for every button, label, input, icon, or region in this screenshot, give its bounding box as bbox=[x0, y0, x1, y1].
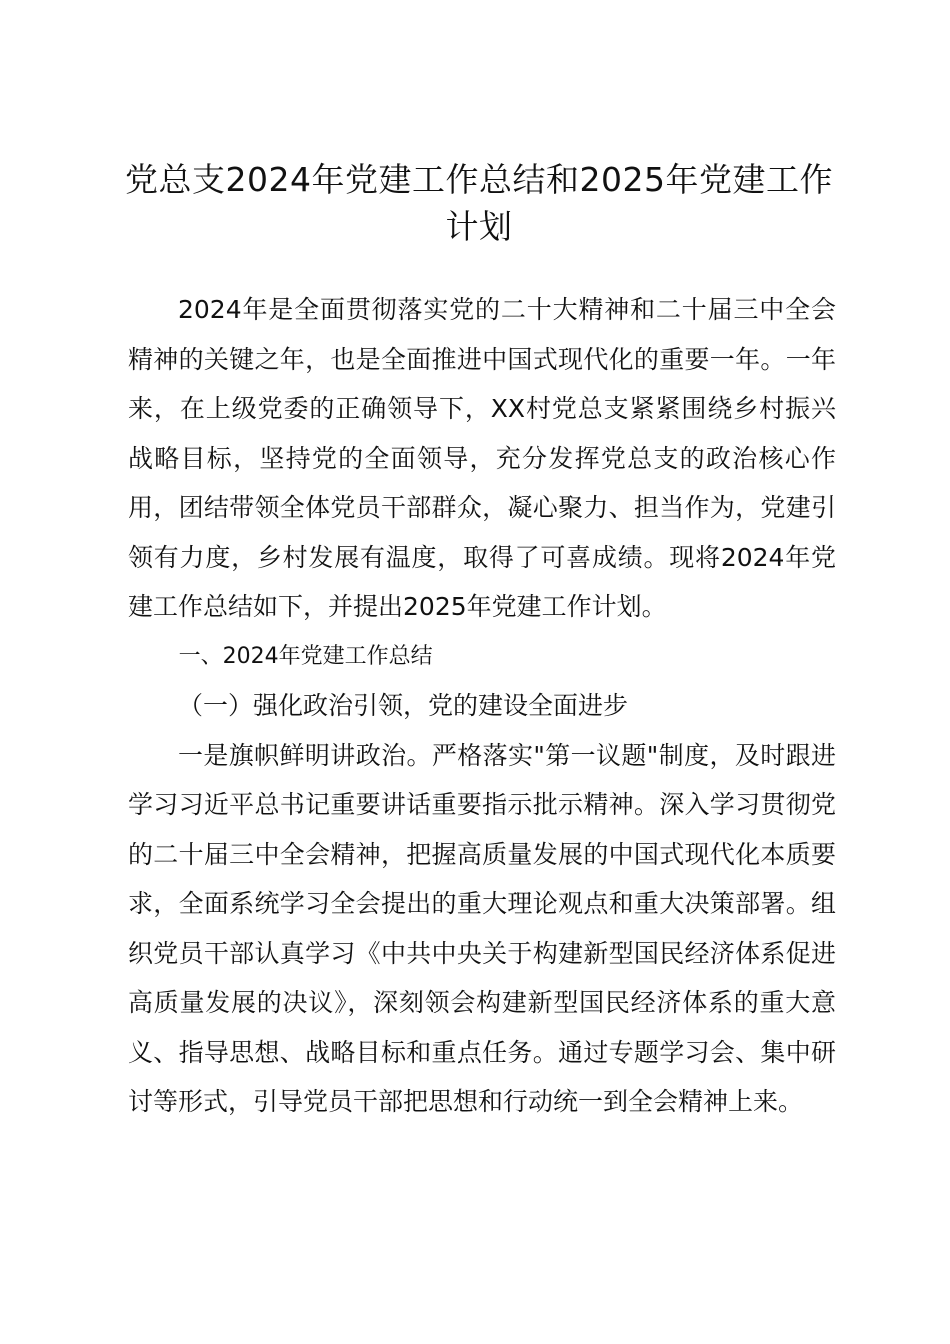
subsection-heading: （一）强化政治引领，党的建设全面进步 bbox=[178, 691, 629, 720]
section-heading: 一、2024年党建工作总结 bbox=[178, 643, 433, 669]
body-paragraph: 一是旗帜鲜明讲政治。严格落实"第一议题"制度，及时跟进学习习近平总书记重要讲话重要指示批示精神。深入学习贯彻党的二十届三中全会精神，把握高质量发展的中国式现代化本质要求，全面系统学习全会提出的重大理论观点和重大决策部署。组织党员干部认真学习《中共中央关于构建新型国民经济体系促进高质量发展的决议》，深刻领会构建新型国民经济体系的重大意义、指导思想、战略目标和重点任务。通过专题学习会、集中研讨等形式，引导党员干部把思想和行动统一到全会精神上来。 bbox=[128, 740, 836, 1116]
intro-paragraph: 2024年是全面贯彻落实党的二十大精神和二十届三中全会精神的关键之年，也是全面推进中国式现代化的重要一年。一年来，在上级党委的正确领导下，XX村党总支紧紧围绕乡村振兴战略目标，坚持党的全面领导，充分发挥党总支的政治核心作用，团结带领全体党员干部群众，凝心聚力、担当作为，党建引领有力度，乡村发展有温度，取得了可喜成绩。现将2024年党建工作总结如下，并提出2025年党建工作计划。 bbox=[128, 295, 836, 621]
document-body bbox=[128, 285, 836, 1127]
document-title: 党总支2024年党建工作总结和2025年党建工作计划 bbox=[125, 160, 833, 246]
